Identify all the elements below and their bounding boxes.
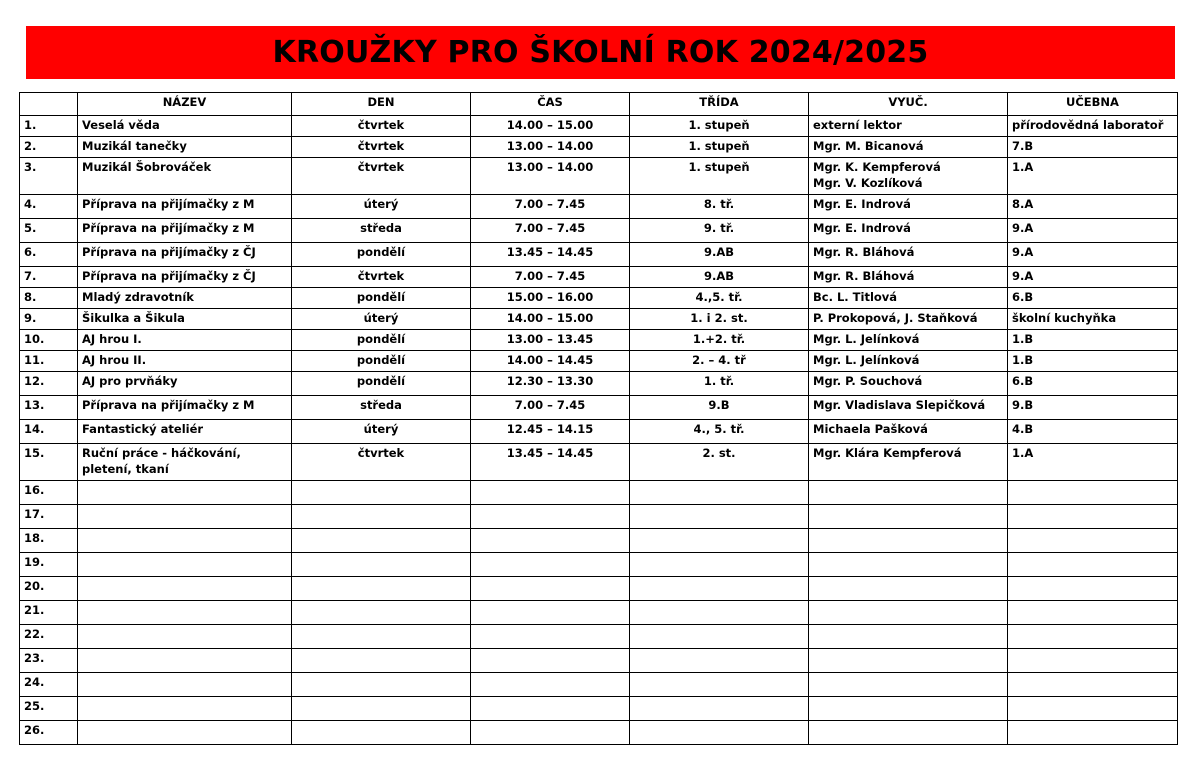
club-time: 14.00 – 14.45 — [471, 351, 630, 372]
club-teacher: Mgr. Klára Kempferová — [809, 444, 1008, 481]
row-number: 26. — [20, 721, 78, 745]
club-class: 1.+2. tř. — [630, 330, 809, 351]
club-room-empty — [1008, 601, 1178, 625]
club-class: 1. stupeň — [630, 158, 809, 195]
club-teacher: Mgr. E. Indrová — [809, 219, 1008, 243]
club-time: 12.30 – 13.30 — [471, 372, 630, 396]
club-teacher: P. Prokopová, J. Staňková — [809, 309, 1008, 330]
club-name: Mladý zdravotník — [78, 288, 292, 309]
club-room: 9.A — [1008, 243, 1178, 267]
club-day: čtvrtek — [292, 267, 471, 288]
row-number: 12. — [20, 372, 78, 396]
club-time-empty — [471, 601, 630, 625]
club-teacher-empty — [809, 721, 1008, 745]
club-class-empty — [630, 673, 809, 697]
row-number: 18. — [20, 529, 78, 553]
club-name: Příprava na přijímačky z ČJ — [78, 267, 292, 288]
table-row — [20, 309, 1178, 330]
club-class-empty — [630, 577, 809, 601]
club-name: Příprava na přijímačky z ČJ — [78, 243, 292, 267]
club-day-empty — [292, 481, 471, 505]
club-room: 1.B — [1008, 351, 1178, 372]
club-day-empty — [292, 577, 471, 601]
club-name-empty — [78, 553, 292, 577]
club-class: 2. – 4. tř — [630, 351, 809, 372]
club-room: přírodovědná laboratoř — [1008, 116, 1178, 137]
club-day-empty — [292, 553, 471, 577]
club-day: čtvrtek — [292, 158, 471, 195]
club-time-empty — [471, 577, 630, 601]
table-row-empty — [20, 505, 1178, 529]
table-row — [20, 267, 1178, 288]
club-teacher-empty — [809, 505, 1008, 529]
club-room: 8.A — [1008, 195, 1178, 219]
row-number: 7. — [20, 267, 78, 288]
club-class: 1. i 2. st. — [630, 309, 809, 330]
row-number: 23. — [20, 649, 78, 673]
club-name: Muzikál tanečky — [78, 137, 292, 158]
header-time: ČAS — [471, 93, 630, 116]
table-row — [20, 444, 1178, 481]
club-class-empty — [630, 697, 809, 721]
club-room: 6.B — [1008, 288, 1178, 309]
club-class-empty — [630, 553, 809, 577]
club-class: 4., 5. tř. — [630, 420, 809, 444]
table-row-empty — [20, 697, 1178, 721]
club-day-empty — [292, 601, 471, 625]
club-time: 7.00 – 7.45 — [471, 195, 630, 219]
table-row — [20, 396, 1178, 420]
club-name-empty — [78, 481, 292, 505]
table-row — [20, 219, 1178, 243]
club-name-empty — [78, 577, 292, 601]
row-number: 13. — [20, 396, 78, 420]
club-class: 2. st. — [630, 444, 809, 481]
club-time: 15.00 – 16.00 — [471, 288, 630, 309]
club-class-empty — [630, 481, 809, 505]
club-teacher: Mgr. L. Jelínková — [809, 351, 1008, 372]
club-name-line-2: pletení, tkaní — [82, 462, 169, 476]
table-row — [20, 243, 1178, 267]
club-time: 13.00 – 14.00 — [471, 158, 630, 195]
club-teacher-empty — [809, 697, 1008, 721]
club-time: 14.00 – 15.00 — [471, 116, 630, 137]
club-teacher-empty — [809, 625, 1008, 649]
club-room-empty — [1008, 505, 1178, 529]
club-time: 14.00 – 15.00 — [471, 309, 630, 330]
header-day: DEN — [292, 93, 471, 116]
title-banner — [26, 26, 1175, 79]
club-name: AJ pro prvňáky — [78, 372, 292, 396]
club-room-empty — [1008, 553, 1178, 577]
row-number: 5. — [20, 219, 78, 243]
row-number: 10. — [20, 330, 78, 351]
header-room: UČEBNA — [1008, 93, 1178, 116]
row-number: 3. — [20, 158, 78, 195]
row-number: 25. — [20, 697, 78, 721]
table-body — [20, 116, 1178, 745]
club-time-empty — [471, 505, 630, 529]
club-day-empty — [292, 625, 471, 649]
row-number: 9. — [20, 309, 78, 330]
club-name-empty — [78, 721, 292, 745]
club-time: 7.00 – 7.45 — [471, 219, 630, 243]
club-room: 9.A — [1008, 267, 1178, 288]
club-teacher-empty — [809, 553, 1008, 577]
row-number: 19. — [20, 553, 78, 577]
club-class: 9.B — [630, 396, 809, 420]
club-class: 9. tř. — [630, 219, 809, 243]
club-day: úterý — [292, 309, 471, 330]
club-room-empty — [1008, 481, 1178, 505]
club-teacher: externí lektor — [809, 116, 1008, 137]
club-room: 1.A — [1008, 158, 1178, 195]
club-class: 1. stupeň — [630, 116, 809, 137]
club-name-empty — [78, 601, 292, 625]
club-teacher: Mgr. P. Souchová — [809, 372, 1008, 396]
row-number: 17. — [20, 505, 78, 529]
club-day: pondělí — [292, 330, 471, 351]
club-day: pondělí — [292, 288, 471, 309]
club-teacher: Bc. L. Titlová — [809, 288, 1008, 309]
table-row — [20, 420, 1178, 444]
club-class: 1. tř. — [630, 372, 809, 396]
club-day: středa — [292, 219, 471, 243]
row-number: 2. — [20, 137, 78, 158]
club-day-empty — [292, 673, 471, 697]
club-name: Příprava na přijímačky z M — [78, 396, 292, 420]
table-row-empty — [20, 601, 1178, 625]
club-name-empty — [78, 505, 292, 529]
club-class: 8. tř. — [630, 195, 809, 219]
table-row-empty — [20, 721, 1178, 745]
club-time-empty — [471, 553, 630, 577]
table-row — [20, 351, 1178, 372]
row-number: 1. — [20, 116, 78, 137]
table-row — [20, 158, 1178, 195]
club-room: 1.B — [1008, 330, 1178, 351]
club-teacher-empty — [809, 481, 1008, 505]
table-row-empty — [20, 649, 1178, 673]
club-teacher-empty — [809, 529, 1008, 553]
club-teacher: Mgr. R. Bláhová — [809, 267, 1008, 288]
header-teacher: VYUČ. — [809, 93, 1008, 116]
club-room-empty — [1008, 721, 1178, 745]
club-room: školní kuchyňka — [1008, 309, 1178, 330]
row-number: 22. — [20, 625, 78, 649]
club-day: úterý — [292, 195, 471, 219]
row-number: 20. — [20, 577, 78, 601]
header-name: NÁZEV — [78, 93, 292, 116]
club-name: Veselá věda — [78, 116, 292, 137]
club-day: pondělí — [292, 351, 471, 372]
club-name: Příprava na přijímačky z M — [78, 219, 292, 243]
club-room-empty — [1008, 625, 1178, 649]
club-class: 9.AB — [630, 267, 809, 288]
club-name-line-1: Ruční práce - háčkování, — [82, 446, 241, 460]
row-number: 15. — [20, 444, 78, 481]
row-number: 4. — [20, 195, 78, 219]
club-name-empty — [78, 697, 292, 721]
table-row — [20, 195, 1178, 219]
club-time: 7.00 – 7.45 — [471, 267, 630, 288]
club-teacher: Mgr. R. Bláhová — [809, 243, 1008, 267]
club-room: 6.B — [1008, 372, 1178, 396]
table-row-empty — [20, 673, 1178, 697]
club-teacher-line-1: Mgr. K. Kempferová — [813, 160, 941, 174]
club-teacher-empty — [809, 577, 1008, 601]
club-teacher — [809, 158, 1008, 195]
club-teacher: Mgr. E. Indrová — [809, 195, 1008, 219]
club-name-empty — [78, 625, 292, 649]
club-class: 4.,5. tř. — [630, 288, 809, 309]
club-time-empty — [471, 649, 630, 673]
club-time-empty — [471, 481, 630, 505]
row-number: 11. — [20, 351, 78, 372]
club-name: Fantastický ateliér — [78, 420, 292, 444]
club-teacher-empty — [809, 673, 1008, 697]
table-row-empty — [20, 529, 1178, 553]
club-name — [78, 444, 292, 481]
club-teacher-empty — [809, 649, 1008, 673]
club-time: 13.45 – 14.45 — [471, 243, 630, 267]
table-header-row — [20, 93, 1178, 116]
club-room-empty — [1008, 529, 1178, 553]
club-teacher: Mgr. L. Jelínková — [809, 330, 1008, 351]
club-class: 1. stupeň — [630, 137, 809, 158]
club-room: 4.B — [1008, 420, 1178, 444]
table-row-empty — [20, 577, 1178, 601]
club-time: 7.00 – 7.45 — [471, 396, 630, 420]
row-number: 14. — [20, 420, 78, 444]
table-row — [20, 116, 1178, 137]
row-number: 8. — [20, 288, 78, 309]
club-day-empty — [292, 505, 471, 529]
table-row — [20, 137, 1178, 158]
table-row — [20, 330, 1178, 351]
club-day-empty — [292, 721, 471, 745]
club-class-empty — [630, 721, 809, 745]
row-number: 16. — [20, 481, 78, 505]
club-day: čtvrtek — [292, 137, 471, 158]
club-class-empty — [630, 505, 809, 529]
row-number: 21. — [20, 601, 78, 625]
club-day-empty — [292, 649, 471, 673]
header-class: TŘÍDA — [630, 93, 809, 116]
club-name: Příprava na přijímačky z M — [78, 195, 292, 219]
club-class: 9.AB — [630, 243, 809, 267]
club-room: 7.B — [1008, 137, 1178, 158]
club-day: čtvrtek — [292, 444, 471, 481]
club-room-empty — [1008, 649, 1178, 673]
row-number: 6. — [20, 243, 78, 267]
table-row-empty — [20, 625, 1178, 649]
club-room: 1.A — [1008, 444, 1178, 481]
club-name: AJ hrou II. — [78, 351, 292, 372]
club-name-empty — [78, 673, 292, 697]
row-number: 24. — [20, 673, 78, 697]
club-room-empty — [1008, 577, 1178, 601]
club-class-empty — [630, 601, 809, 625]
table-row-empty — [20, 481, 1178, 505]
club-class-empty — [630, 625, 809, 649]
club-room: 9.B — [1008, 396, 1178, 420]
club-day: čtvrtek — [292, 116, 471, 137]
table-row — [20, 372, 1178, 396]
club-time: 12.45 – 14.15 — [471, 420, 630, 444]
table-row — [20, 288, 1178, 309]
club-class-empty — [630, 649, 809, 673]
club-time-empty — [471, 697, 630, 721]
club-room-empty — [1008, 673, 1178, 697]
club-day: pondělí — [292, 243, 471, 267]
club-room-empty — [1008, 697, 1178, 721]
club-name-empty — [78, 529, 292, 553]
club-teacher: Mgr. M. Bicanová — [809, 137, 1008, 158]
page-title: KROUŽKY PRO ŠKOLNÍ ROK 2024/2025 — [272, 35, 929, 70]
club-time-empty — [471, 529, 630, 553]
club-name: Šikulka a Šikula — [78, 309, 292, 330]
clubs-table — [19, 92, 1178, 745]
club-time-empty — [471, 721, 630, 745]
club-time-empty — [471, 673, 630, 697]
club-day-empty — [292, 697, 471, 721]
club-class-empty — [630, 529, 809, 553]
header-number — [20, 93, 78, 116]
club-teacher-empty — [809, 601, 1008, 625]
club-day: úterý — [292, 420, 471, 444]
table-row-empty — [20, 553, 1178, 577]
club-day-empty — [292, 529, 471, 553]
club-time: 13.00 – 13.45 — [471, 330, 630, 351]
club-teacher: Michaela Pašková — [809, 420, 1008, 444]
club-time: 13.45 – 14.45 — [471, 444, 630, 481]
club-room: 9.A — [1008, 219, 1178, 243]
club-time-empty — [471, 625, 630, 649]
club-name: Muzikál Šobrováček — [78, 158, 292, 195]
club-name-empty — [78, 649, 292, 673]
club-day: pondělí — [292, 372, 471, 396]
club-day: středa — [292, 396, 471, 420]
club-teacher: Mgr. Vladislava Slepičková — [809, 396, 1008, 420]
club-teacher-line-2: Mgr. V. Kozlíková — [813, 176, 923, 190]
club-time: 13.00 – 14.00 — [471, 137, 630, 158]
club-name: AJ hrou I. — [78, 330, 292, 351]
